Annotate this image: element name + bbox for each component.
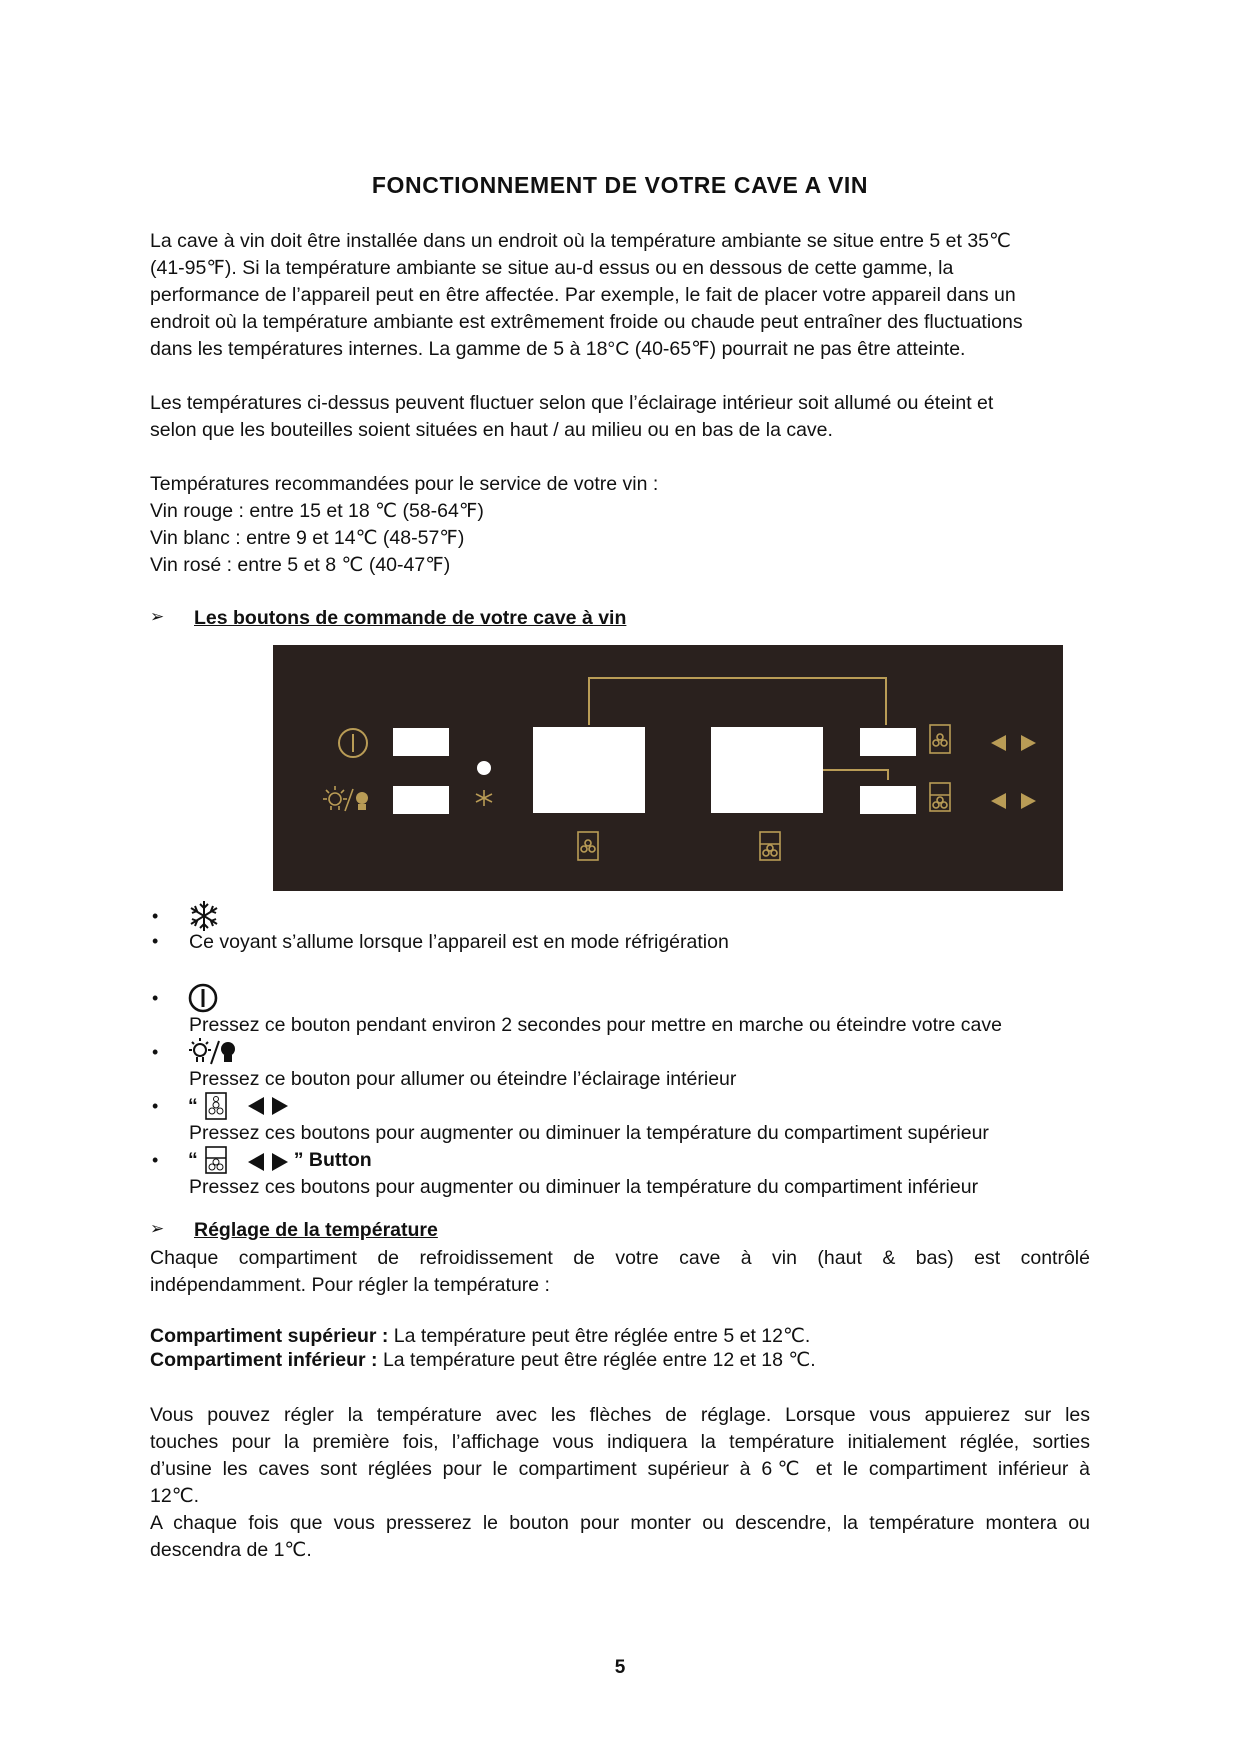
recommended-temperatures: [150, 471, 1090, 579]
lower-increase-arrow-icon: [1021, 793, 1036, 809]
light-bulb-base-icon: [358, 804, 366, 810]
arrow-bullet-icon: ➢: [150, 607, 165, 626]
light-description: Pressez ce bouton pour allumer ou éteindre l’éclairage intérieur: [189, 1068, 737, 1090]
recommended-heading: Températures recommandées pour le service de votre vin :: [150, 473, 659, 495]
open-quote: “: [188, 1094, 198, 1117]
upper-compartment-text: La température peut être réglée entre 5 et 12℃.: [388, 1325, 811, 1347]
lower-compartment-icon: [930, 783, 950, 811]
bullet-dot: •: [152, 931, 159, 951]
page-number: 5: [614, 1657, 626, 1678]
upper-increase-arrow-icon: [1021, 735, 1036, 751]
adjust-line: touches pour la première fois, l’affichage vous indiquera la température initialement réglée, sorties: [150, 1431, 1090, 1453]
snowflake-indicator-icon: [476, 790, 492, 806]
arrow-bullet-icon: ➢: [150, 1219, 165, 1238]
adjust-line: Vous pouvez régler la température avec les flèches de réglage. Lorsque vous appuierez sur les: [150, 1404, 1090, 1426]
intro-line: dans les températures internes. La gamme de 5 à 18°C (40-65℉) pourrait ne pas être atteinte.: [150, 338, 966, 360]
lower-compartment-range: [150, 1348, 1090, 1372]
adjust-paragraph: [150, 1402, 1090, 1564]
settings-paragraph: [150, 1245, 1090, 1299]
compartment-ranges: [150, 1324, 1090, 1372]
adjust-line: 12℃.: [150, 1485, 200, 1507]
power-button-icon: [339, 729, 367, 757]
lower-compartment-description: Pressez ces boutons pour augmenter ou diminuer la température du compartiment inférieur: [189, 1176, 979, 1198]
bullet-dot: •: [152, 1096, 159, 1116]
power-button: [393, 728, 449, 756]
lower-adjust-button: [860, 786, 916, 814]
lower-compartment-text: La température peut être réglée entre 12 et 18 ℃.: [377, 1349, 816, 1371]
white-wine-temperature: Vin blanc : entre 9 et 14℃ (48-57℉): [150, 527, 465, 549]
upper-adjust-button: [860, 728, 916, 756]
intro-line: performance de l’appareil peut en être affectée. Par exemple, le fait de placer votre appareil dans un: [150, 284, 1016, 306]
lower-decrease-arrow-icon: [991, 793, 1006, 809]
rose-wine-temperature: Vin rosé : entre 5 et 8 ℃ (40-47℉): [150, 554, 451, 576]
button-suffix: ” Button: [293, 1148, 372, 1171]
intro-paragraph: [150, 228, 1090, 363]
indicator-light: [477, 761, 491, 775]
power-icon: [186, 982, 220, 1014]
bullet-dot: •: [152, 1150, 159, 1170]
upper-compartment-icon: [930, 725, 950, 753]
settings-heading-text: Réglage de la température: [194, 1219, 438, 1241]
page-title: FONCTIONNEMENT DE VOTRE CAVE A VIN: [371, 172, 869, 198]
upper-compartment-description: Pressez ces boutons pour augmenter ou diminuer la température du compartiment supérieur: [189, 1122, 989, 1144]
lower-temperature-display: [711, 727, 823, 813]
adjust-line: d’usine les caves sont réglées pour le compartiment supérieur à 6℃ et le compartiment inférieur à: [150, 1458, 1090, 1480]
upper-display-compartment-icon: [578, 832, 598, 860]
lower-compartment-arrows-icon: [204, 1145, 294, 1175]
upper-compartment-label: Compartiment supérieur :: [150, 1325, 389, 1347]
bullet-dot: •: [152, 988, 159, 1008]
snowflake-icon: [186, 899, 222, 933]
bullet-dot: •: [152, 1042, 159, 1062]
light-bulb-fill-icon: [356, 792, 368, 804]
open-quote: “: [188, 1148, 198, 1171]
fluctuation-line: Les températures ci-dessus peuvent fluctuer selon que l’éclairage intérieur soit allumé ou éteint et: [150, 392, 994, 414]
upper-connector-line: [589, 678, 886, 725]
upper-compartment-arrows-icon: [204, 1091, 294, 1121]
control-panel-drawing: [273, 645, 1063, 891]
intro-line: endroit où la température ambiante est extrêmement froide ou chaude peut entraîner des fluctuations: [150, 311, 1023, 333]
power-description: Pressez ce bouton pendant environ 2 secondes pour mettre en marche ou éteindre votre cave: [189, 1014, 1002, 1036]
red-wine-temperature: Vin rouge : entre 15 et 18 ℃ (58-64℉): [150, 500, 484, 522]
intro-line: (41-95℉). Si la température ambiante se situe au-d essus ou en dessous de cette gamme, la: [150, 257, 954, 279]
settings-line: indépendamment. Pour régler la température :: [150, 1274, 550, 1296]
upper-compartment-range: [150, 1324, 1090, 1348]
control-panel-illustration: [273, 645, 1063, 891]
bullet-dot: •: [152, 906, 159, 926]
light-button: [393, 786, 449, 814]
adjust-line: descendra de 1℃.: [150, 1539, 312, 1561]
fluctuation-paragraph: [150, 390, 1090, 444]
upper-temperature-display: [533, 727, 645, 813]
fluctuation-line: selon que les bouteilles soient situées en haut / au milieu ou en bas de la cave.: [150, 419, 833, 441]
adjust-line: A chaque fois que vous presserez le bouton pour monter ou descendre, la température montera ou: [150, 1512, 1090, 1534]
light-icon: [186, 1036, 242, 1068]
light-button-icon: [323, 786, 353, 811]
lower-display-compartment-icon: [760, 832, 780, 860]
intro-line: La cave à vin doit être installée dans un endroit où la température ambiante se situe entre 5 et 35℃: [150, 230, 1011, 252]
controls-heading-text: Les boutons de commande de votre cave à vin: [194, 607, 627, 629]
lower-compartment-label: Compartiment inférieur :: [150, 1349, 378, 1371]
upper-decrease-arrow-icon: [991, 735, 1006, 751]
snowflake-description: Ce voyant s’allume lorsque l’appareil est en mode réfrigération: [189, 931, 729, 953]
settings-line: Chaque compartiment de refroidissement de votre cave à vin (haut & bas) est contrôlé: [150, 1247, 1090, 1269]
